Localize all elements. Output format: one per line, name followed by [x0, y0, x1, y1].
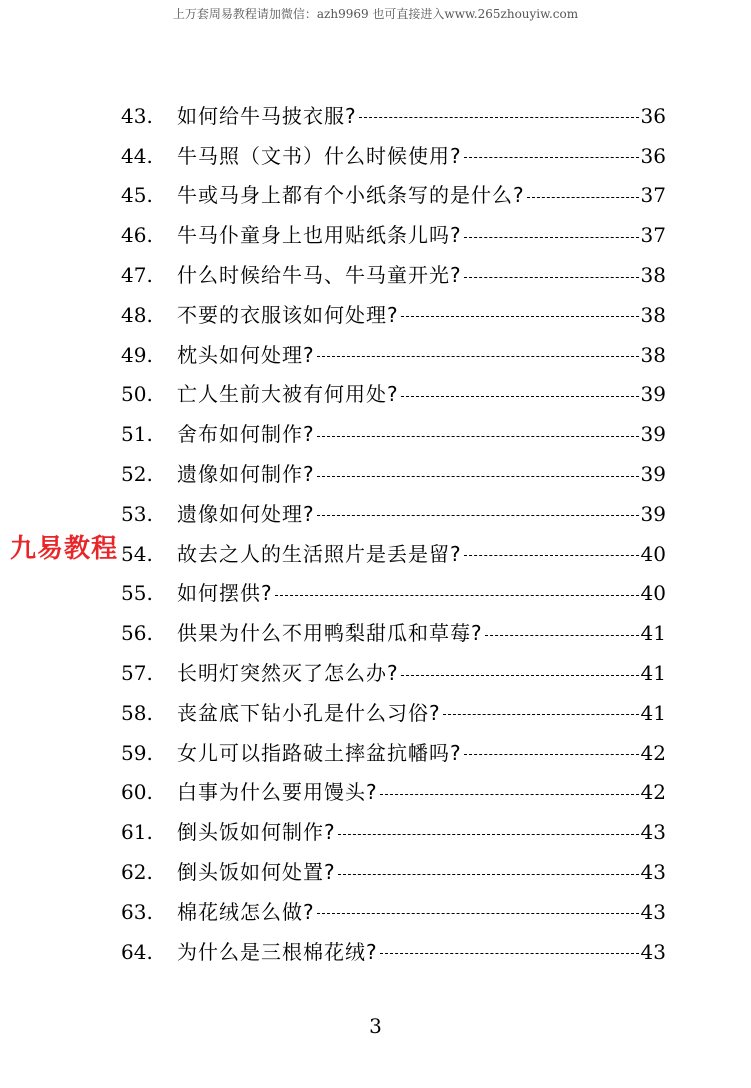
toc-entry-page: 39	[640, 501, 666, 526]
toc-entry-page: 43	[640, 899, 666, 924]
toc-entry-page: 41	[640, 700, 666, 725]
toc-leader-line	[485, 635, 639, 636]
toc-leader-line	[401, 316, 639, 317]
toc-entry-number: 49.	[121, 342, 153, 367]
toc-entry[interactable]	[121, 414, 666, 454]
toc-entry[interactable]	[121, 215, 666, 255]
toc-entry-page: 36	[640, 143, 666, 168]
toc-entry-page: 38	[640, 263, 666, 288]
table-of-contents	[121, 96, 666, 972]
toc-entry-number: 48.	[121, 302, 153, 327]
toc-leader-line	[464, 237, 639, 238]
toc-entry-number: 53.	[121, 501, 153, 526]
toc-leader-line	[338, 834, 639, 835]
toc-leader-line	[401, 396, 639, 397]
toc-entry-title: 丧盆底下钻小孔是什么习俗?	[177, 700, 441, 725]
toc-entry[interactable]	[121, 255, 666, 295]
toc-entry-title: 为什么是三根棉花绒?	[177, 939, 378, 964]
toc-entry-title: 供果为什么不用鸭梨甜瓜和草莓?	[177, 621, 483, 646]
toc-entry-number: 60.	[121, 780, 153, 805]
toc-entry-title: 女儿可以指路破土摔盆抗幡吗?	[177, 740, 462, 765]
toc-entry-number: 58.	[121, 700, 153, 725]
toc-entry[interactable]	[121, 136, 666, 176]
toc-entry-page: 40	[640, 541, 666, 566]
toc-entry-page: 42	[640, 740, 666, 765]
toc-entry[interactable]	[121, 812, 666, 852]
toc-entry-page: 36	[640, 103, 666, 128]
toc-leader-line	[317, 515, 639, 516]
toc-entry-title: 遗像如何制作?	[177, 462, 315, 487]
toc-entry[interactable]	[121, 534, 666, 574]
toc-entry-number: 45.	[121, 183, 153, 208]
toc-leader-line	[317, 436, 639, 437]
toc-entry-number: 51.	[121, 422, 153, 447]
page-number: 3	[369, 1014, 382, 1038]
toc-entry[interactable]	[121, 454, 666, 494]
toc-entry-number: 61.	[121, 820, 153, 845]
toc-entry-title: 牛马照（文书）什么时候使用?	[177, 143, 462, 168]
toc-leader-line	[338, 874, 639, 875]
toc-leader-line	[380, 953, 639, 954]
toc-entry-title: 不要的衣服该如何处理?	[177, 302, 399, 327]
toc-entry-page: 40	[640, 581, 666, 606]
toc-entry-title: 棉花绒怎么做?	[177, 899, 315, 924]
toc-entry-page: 43	[640, 860, 666, 885]
toc-leader-line	[275, 595, 639, 596]
toc-entry-title: 遗像如何处理?	[177, 501, 315, 526]
toc-leader-line	[317, 356, 639, 357]
toc-entry-number: 54.	[121, 541, 153, 566]
toc-entry-page: 39	[640, 382, 666, 407]
toc-entry-title: 故去之人的生活照片是丢是留?	[177, 541, 462, 566]
toc-leader-line	[464, 555, 639, 556]
toc-entry-title: 什么时候给牛马、牛马童开光?	[177, 263, 462, 288]
toc-entry[interactable]	[121, 176, 666, 216]
toc-entry-title: 如何摆供?	[177, 581, 273, 606]
toc-entry-number: 59.	[121, 740, 153, 765]
toc-leader-line	[359, 117, 639, 118]
toc-entry-number: 44.	[121, 143, 153, 168]
toc-entry-page: 39	[640, 422, 666, 447]
toc-entry-title: 白事为什么要用馒头?	[177, 780, 378, 805]
toc-entry-number: 56.	[121, 621, 153, 646]
toc-entry[interactable]	[121, 295, 666, 335]
toc-entry-title: 舍布如何制作?	[177, 422, 315, 447]
toc-entry-page: 37	[640, 223, 666, 248]
toc-entry-title: 如何给牛马披衣服?	[177, 103, 357, 128]
header-banner: 上万套周易教程请加微信：azh9969 也可直接进入www.265zhouyiw.com	[172, 7, 579, 21]
toc-entry[interactable]	[121, 335, 666, 375]
toc-entry-page: 37	[640, 183, 666, 208]
toc-entry-page: 38	[640, 302, 666, 327]
toc-entry[interactable]	[121, 693, 666, 733]
toc-leader-line	[317, 476, 639, 477]
toc-entry[interactable]	[121, 653, 666, 693]
toc-entry[interactable]	[121, 574, 666, 614]
toc-leader-line	[527, 197, 639, 198]
toc-entry-title: 倒头饭如何制作?	[177, 820, 336, 845]
toc-entry-title: 倒头饭如何处置?	[177, 860, 336, 885]
toc-entry-page: 41	[640, 621, 666, 646]
toc-entry[interactable]	[121, 733, 666, 773]
toc-entry-number: 62.	[121, 860, 153, 885]
toc-entry-title: 牛或马身上都有个小纸条写的是什么?	[177, 183, 525, 208]
toc-entry-number: 46.	[121, 223, 153, 248]
toc-entry[interactable]	[121, 773, 666, 813]
toc-entry-number: 63.	[121, 899, 153, 924]
toc-entry-page: 39	[640, 462, 666, 487]
toc-entry-title: 亡人生前大被有何用处?	[177, 382, 399, 407]
toc-entry[interactable]	[121, 932, 666, 972]
toc-entry-page: 41	[640, 661, 666, 686]
toc-leader-line	[464, 754, 639, 755]
toc-entry-number: 64.	[121, 939, 153, 964]
toc-entry-title: 长明灯突然灭了怎么办?	[177, 661, 399, 686]
toc-entry[interactable]	[121, 892, 666, 932]
toc-entry-page: 43	[640, 820, 666, 845]
toc-entry-title: 枕头如何处理?	[177, 342, 315, 367]
toc-entry-number: 47.	[121, 263, 153, 288]
toc-entry-number: 57.	[121, 661, 153, 686]
toc-leader-line	[401, 675, 639, 676]
toc-entry-number: 52.	[121, 462, 153, 487]
toc-leader-line	[464, 277, 639, 278]
watermark-logo: 九易教程	[8, 528, 120, 565]
toc-entry-number: 50.	[121, 382, 153, 407]
toc-entry[interactable]	[121, 613, 666, 653]
toc-entry-number: 43.	[121, 103, 153, 128]
toc-entry[interactable]	[121, 852, 666, 892]
toc-leader-line	[317, 913, 639, 914]
toc-entry[interactable]	[121, 494, 666, 534]
toc-entry-number: 55.	[121, 581, 153, 606]
toc-entry[interactable]	[121, 375, 666, 415]
toc-leader-line	[380, 794, 639, 795]
toc-entry-page: 43	[640, 939, 666, 964]
toc-entry[interactable]	[121, 96, 666, 136]
toc-entry-title: 牛马仆童身上也用贴纸条儿吗?	[177, 223, 462, 248]
toc-entry-page: 38	[640, 342, 666, 367]
toc-leader-line	[443, 714, 639, 715]
toc-entry-page: 42	[640, 780, 666, 805]
toc-leader-line	[464, 157, 639, 158]
